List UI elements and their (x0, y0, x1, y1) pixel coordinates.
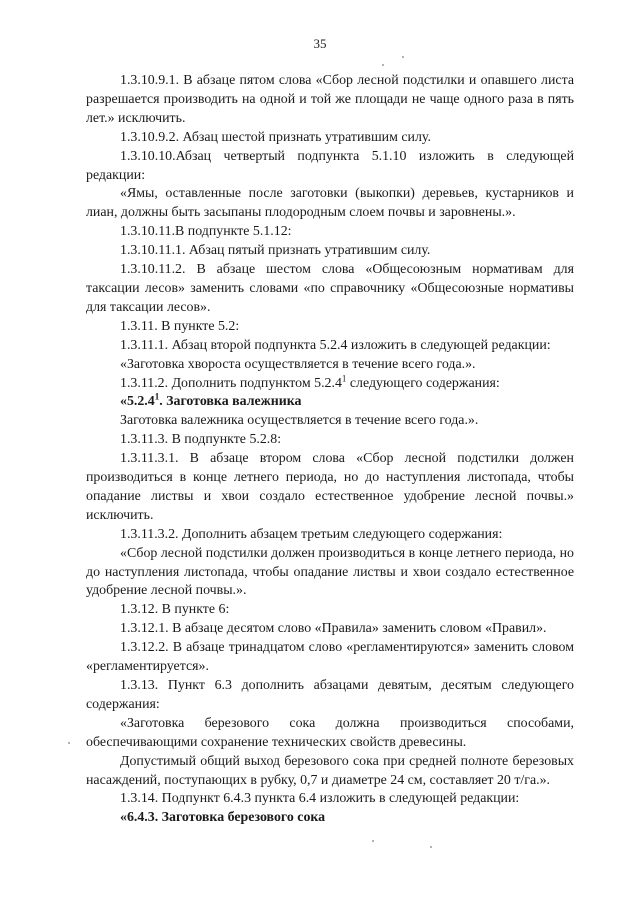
paragraph-1: 1.3.10.9.1. В абзаце пятом слова «Сбор лесной подстилки и опавшего листа разрешается производить на одной и той же площади не чаще одного раза в пять лет.» исключить. (86, 73, 574, 126)
scan-speck (382, 64, 384, 66)
paragraph-15: 1.3.11.3.1. В абзаце втором слова «Сбор лесной подстилки должен производиться в конце летнего периода, но до наступления листопада, чтобы опадание листвы и хвои создало естественное удобрение лесной почвы.» исключить. (86, 451, 574, 523)
heading-superscript: 1 (154, 391, 160, 402)
section-heading-5-2-4-1 (86, 393, 574, 412)
paragraph-21: 1.3.13. Пункт 6.3 дополнить абзацами девятым, десятым следующего содержания: (86, 678, 574, 712)
paragraph-24: 1.3.14. Подпункт 6.4.3 пункта 6.4 изложить в следующей редакции: (120, 791, 520, 807)
paragraph-2: 1.3.10.9.2. Абзац шестой признать утратившим силу. (120, 129, 431, 145)
paragraph-9: 1.3.11.1. Абзац второй подпункта 5.2.4 изложить в следующей редакции: (120, 337, 551, 353)
paragraph-11 (86, 372, 574, 394)
paragraph-11-post: следующего содержания: (346, 375, 500, 391)
paragraph-17: «Сбор лесной подстилки должен производиться в конце летнего периода, но до наступления листопада, чтобы опадание листвы и хвои создало естественное удобрение лесной почвы.». (86, 545, 574, 599)
paragraph-11-pre: 1.3.11.2. Дополнить подпунктом 5.2.4 (120, 375, 342, 391)
paragraph-16: 1.3.11.3.2. Дополнить абзацем третьим следующего содержания: (120, 526, 503, 542)
page-number: 35 (313, 36, 327, 51)
paragraph-11-superscript: 1 (341, 372, 347, 383)
paragraph-23: Допустимый общий выход березового сока при средней полноте березовых насаждений, поступающих в рубку, 0,7 и диаметре 24 см, составляет 20 т/га.». (86, 753, 574, 788)
paragraph-13: Заготовка валежника осуществляется в течение всего года.». (120, 413, 479, 429)
paragraph-3: 1.3.10.10.Абзац четвертый подпункта 5.1.10 изложить в следующей редакции: (86, 148, 574, 183)
paragraph-20: 1.3.12.2. В абзаце тринадцатом слово «регламентируются» заменить словом «регламентируется». (86, 640, 574, 675)
heading-pre: «5.2.4 (120, 394, 155, 410)
section-heading-6-4-3: «6.4.3. Заготовка березового сока (120, 810, 326, 826)
scan-speck (402, 56, 404, 58)
paragraph-6: 1.3.10.11.1. Абзац пятый признать утратившим силу. (120, 243, 431, 259)
paragraph-19: 1.3.12.1. В абзаце десятом слово «Правила» заменить словом «Правил». (120, 621, 547, 637)
scan-speck (372, 840, 374, 842)
paragraph-14: 1.3.11.3. В подпункте 5.2.8: (120, 432, 282, 448)
paragraph-7: 1.3.10.11.2. В абзаце шестом слова «Общесоюзным нормативам для таксации лесов» заменить словами «по справочнику «Общесоюзные нормативы для таксации лесов». (86, 262, 574, 315)
paragraph-10: «Заготовка хвороста осуществляется в течение всего года.». (120, 356, 476, 372)
document-body (86, 72, 574, 828)
paragraph-18: 1.3.12. В пункте 6: (120, 602, 230, 618)
scan-speck (68, 742, 70, 744)
paragraph-5: 1.3.10.11.В подпункте 5.1.12: (120, 224, 292, 240)
paragraph-22: «Заготовка березового сока должна производиться способами, обеспечивающими сохранение технических свойств древесины. (86, 715, 574, 750)
heading-post: . Заготовка валежника (159, 394, 302, 410)
paragraph-8: 1.3.11. В пункте 5.2: (120, 318, 240, 334)
paragraph-4: «Ямы, оставленные после заготовки (выкопки) деревьев, кустарников и лиан, должны быть засыпаны плодородным слоем почвы и заровнены.». (86, 186, 574, 221)
scan-speck (430, 846, 432, 848)
